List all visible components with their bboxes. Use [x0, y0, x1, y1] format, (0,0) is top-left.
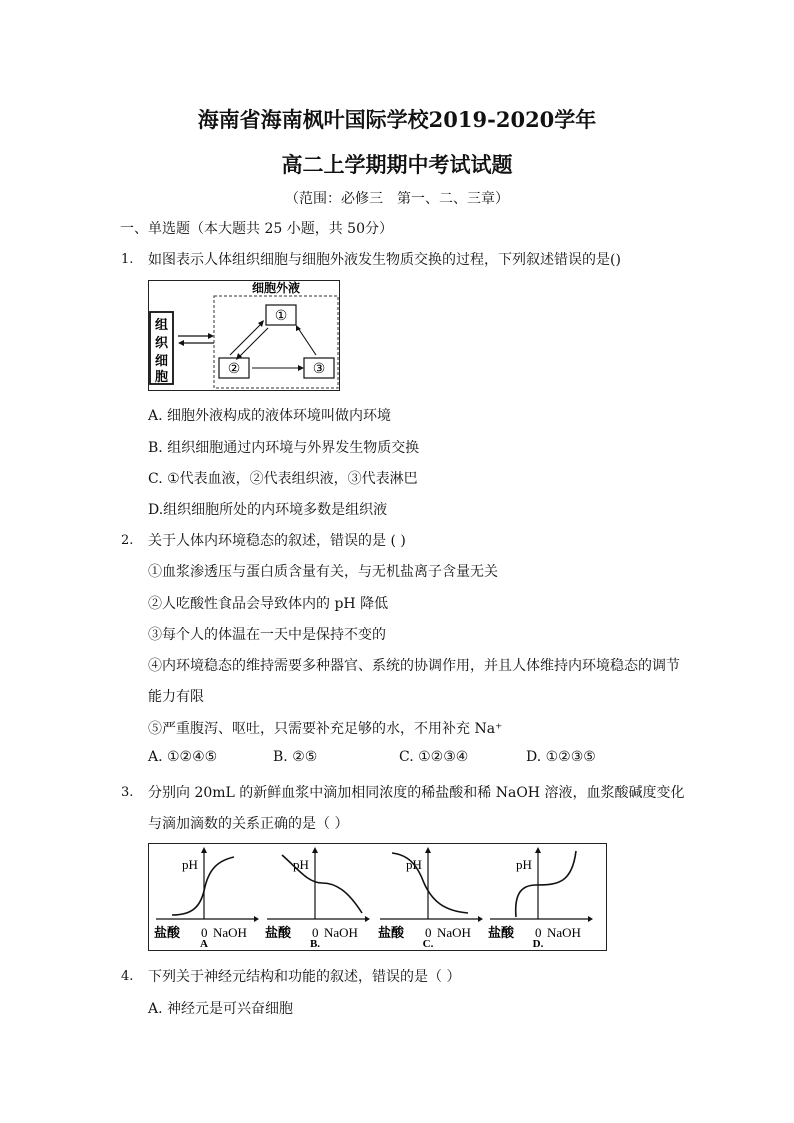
hcl-axis-label: 盐酸 [265, 925, 292, 940]
origin-label: 0 [201, 925, 208, 940]
tissue-cell-label-2: 织 [154, 335, 169, 350]
naoh-axis-label: NaOH [213, 925, 247, 940]
question-stem: 分别向 20mL 的新鲜血浆中滴加相同浓度的稀盐酸和稀 NaOH 溶液，血浆酸碱度变化 [148, 785, 685, 801]
page-title: 海南省海南枫叶国际学校2019-2020学年 [197, 107, 597, 132]
option-c: C. ①代表血液，②代表组织液，③代表淋巴 [148, 471, 418, 487]
hcl-axis-label: 盐酸 [488, 925, 515, 940]
origin-label: 0 [312, 925, 319, 940]
statement-5: ⑤严重腹泻、呕吐，只需要补充足够的水，不用补充 Na⁺ [148, 721, 503, 737]
page-subtitle: 高二上学期期中考试试题 [281, 152, 513, 177]
question-stem: 下列关于神经元结构和功能的叙述，错误的是（ ） [148, 969, 461, 985]
y-axis-label: pH [182, 857, 198, 872]
statement-4: ④内环境稳态的维持需要多种器官、系统的协调作用，并且人体维持内环境稳态的调节 [148, 658, 680, 674]
question-number: 4. [121, 969, 134, 984]
tissue-cell-label-3: 细 [154, 353, 169, 368]
panel-label: D. [532, 938, 544, 950]
statement-1: ①血浆渗透压与蛋白质含量有关，与无机盐离子含量无关 [148, 564, 498, 580]
origin-label: 0 [425, 925, 432, 940]
naoh-axis-label: NaOH [324, 925, 358, 940]
option-b: B. 组织细胞通过内环境与外界发生物质交换 [148, 440, 420, 456]
question-stem: 关于人体内环境稳态的叙述，错误的是 ( ) [148, 533, 406, 549]
node-1-label: ① [274, 309, 288, 324]
y-axis-label: pH [516, 857, 532, 872]
statement-3: ③每个人的体温在一天中是保持不变的 [148, 627, 386, 643]
naoh-axis-label: NaOH [547, 925, 581, 940]
question-number: 1. [121, 252, 134, 267]
panel-label: C. [422, 938, 434, 950]
panel-label: B. [309, 938, 321, 950]
option-d: D. ①②③⑤ [526, 749, 596, 765]
origin-label: 0 [535, 925, 542, 940]
statement-2: ②人吃酸性食品会导致体内的 pH 降低 [148, 596, 389, 612]
question-number: 3. [121, 785, 134, 800]
section-heading: 一、单选题（本大题共 25 小题，共 50分） [120, 221, 393, 237]
question-stem-cont: 与滴加滴数的关系正确的是（ ） [148, 816, 349, 832]
node-3-label: ③ [312, 362, 326, 377]
panel-label: A [200, 938, 208, 950]
option-a: A. ①②④⑤ [148, 749, 218, 765]
question-stem: 如图表示人体组织细胞与细胞外液发生物质交换的过程，下列叙述错误的是() [148, 252, 621, 268]
ecf-label: 细胞外液 [251, 281, 301, 295]
option-b: B. ②⑤ [273, 749, 318, 765]
ph-graphs-figure [148, 843, 607, 951]
option-a: A. 神经元是可兴奋细胞 [148, 1001, 294, 1017]
tissue-cell-label-4: 胞 [154, 369, 169, 384]
question-number: 2. [121, 533, 134, 548]
option-c: C. ①②③④ [399, 749, 469, 765]
option-d: D.组织细胞所处的内环境多数是组织液 [148, 502, 388, 518]
y-axis-label: pH [293, 857, 309, 872]
exam-scope: （范围：必修三 第一、二、三章） [285, 191, 509, 207]
ecf-exchange-diagram [148, 280, 340, 391]
hcl-axis-label: 盐酸 [378, 925, 405, 940]
option-a: A. 细胞外液构成的液体环境叫做内环境 [148, 408, 392, 424]
naoh-axis-label: NaOH [437, 925, 471, 940]
hcl-axis-label: 盐酸 [154, 925, 181, 940]
y-axis-label: pH [406, 857, 422, 872]
statement-4-cont: 能力有限 [148, 689, 204, 705]
tissue-cell-label-1: 组 [154, 317, 169, 332]
node-2-label: ② [227, 362, 241, 377]
